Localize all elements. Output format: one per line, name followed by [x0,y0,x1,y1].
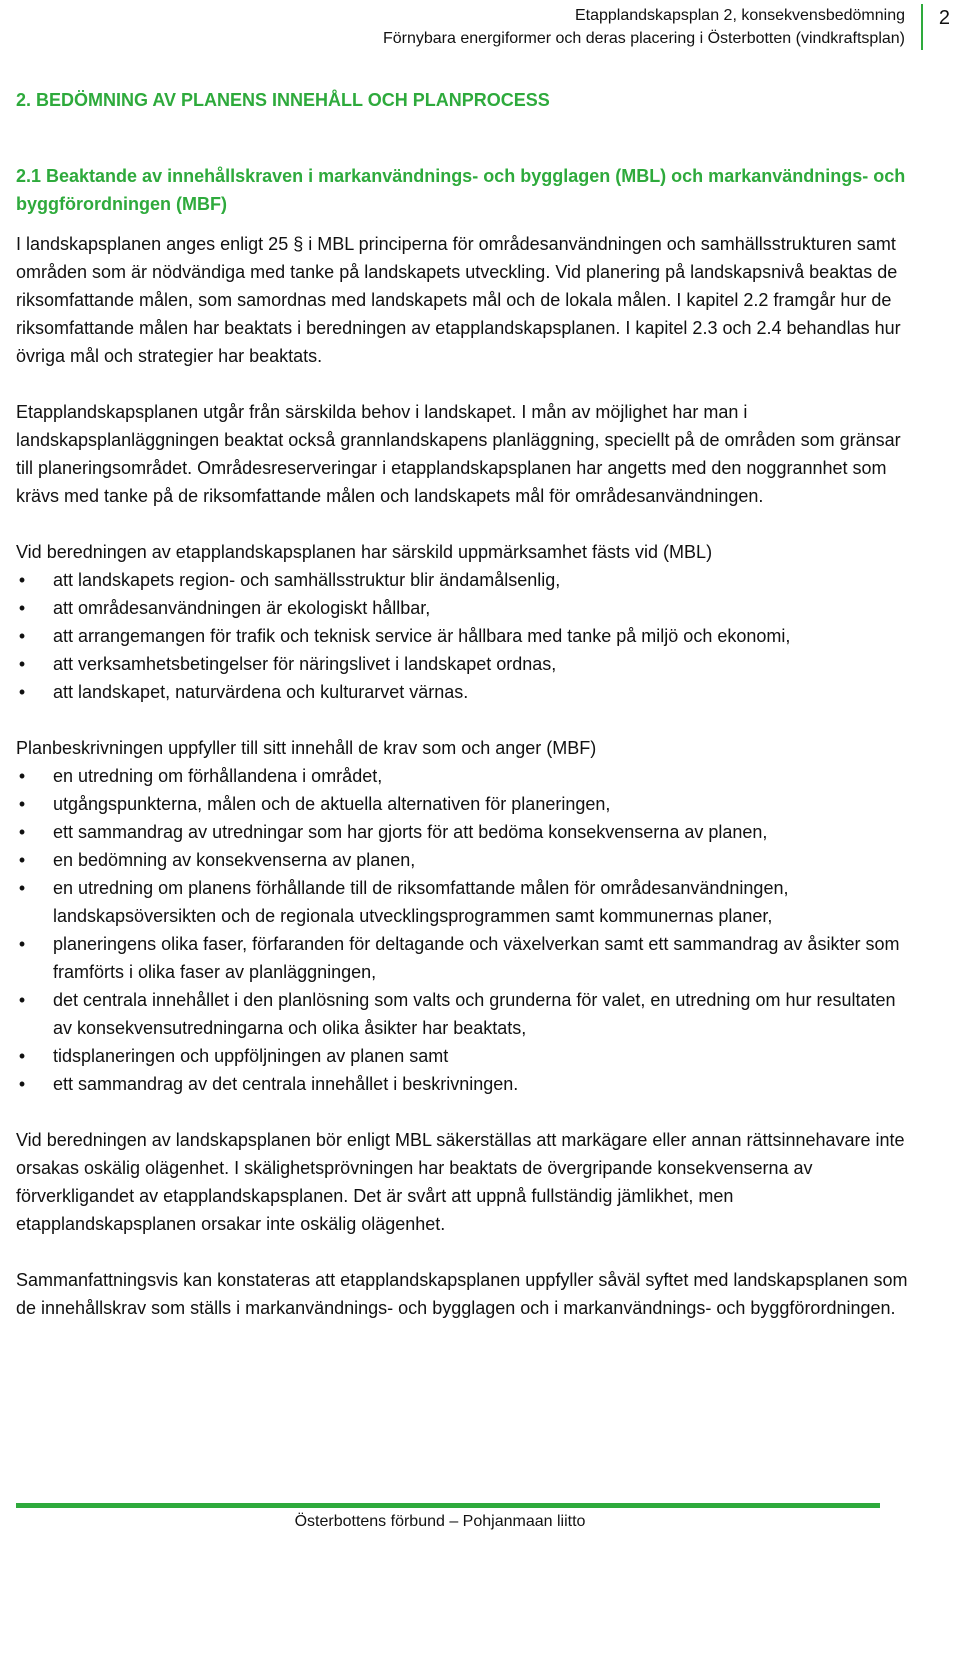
bullet-icon: • [18,934,26,954]
bullet-icon: • [18,682,26,702]
paragraph-mbl-principles: I landskapsplanen anges enligt 25 § i MBL principerna för områdesanvändningen och samhällsstrukturen samt områden som är nödvändiga med tanke på landskapets utveckling. Vid planering på landskapsnivå beaktas de riksomfattande målen, som samordnas med landskapets mål och de lokala målen. I kapitel 2.2 framgår hur de riksomfattande målen har beaktats i beredningen av etapplandskapsplanen. I kapitel 2.3 och 2.4 behandlas hur övriga mål och strategier har beaktats. [16,234,901,366]
document-body [16,86,916,1350]
paragraph-special-needs: Etapplandskapsplanen utgår från särskilda behov i landskapet. I mån av möjlighet har man i landskapsplanläggningen beaktat också grannlandskapens planläggning, speciellt på de områden som gränsar till planeringsområdet. Områdesreserveringar i etapplandskapsplanen har angetts med den noggrannhet som krävs med tanke på de riksomfattande målen och landskapets mål för områdesanvändningen. [16,402,901,506]
bullet-icon: • [18,766,26,786]
mbf-list-intro: Planbeskrivningen uppfyller till sitt innehåll de krav som och anger (MBF) [16,738,597,758]
list-item: • att landskapets region- och samhällsstruktur blir ändamålsenlig, [16,566,916,594]
list-item: • att områdesanvändningen är ekologiskt hållbar, [16,594,916,622]
section-heading: 2.1 Beaktande av innehållskraven i markanvändnings- och bygglagen (MBL) och markanvändnings- och byggförordningen (MBF) [16,166,906,214]
list-item: • att landskapet, naturvärdena och kulturarvet värnas. [16,678,916,706]
paragraph-landowners: Vid beredningen av landskapsplanen bör enligt MBL säkerställas att markägare eller annan rättsinnehavare inte orsakas oskälig olägenhet. I skälighetsprövningen har beaktats de övergripande konsekvenserna av förverkligandet av etapplandskapsplanen. Det är svårt att uppnå fullständig jämlikhet, men etapplandskapsplanen orsakar inte oskälig olägenhet. [16,1130,905,1234]
bullet-icon: • [18,598,26,618]
list-item: • ett sammandrag av utredningar som har gjorts för att bedöma konsekvenserna av planen, [16,818,916,846]
list-item: • planeringens olika faser, förfaranden för deltagande och växelverkan samt ett sammandrag av åsikter som framförts i olika faser av planläggningen, [16,930,916,986]
paragraph-summary: Sammanfattningsvis kan konstateras att etapplandskapsplanen uppfyller såväl syftet med landskapsplanen som de innehållskrav som ställs i markanvändnings- och bygglagen och i markanvändnings- och byggförordningen. [16,1270,908,1318]
mbl-list-intro: Vid beredningen av etapplandskapsplanen har särskild uppmärksamhet fästs vid (MBL) [16,542,713,562]
list-item: • ett sammandrag av det centrala innehållet i beskrivningen. [16,1070,916,1098]
list-item: • utgångspunkterna, målen och de aktuella alternativen för planeringen, [16,790,916,818]
chapter-heading: 2. BEDÖMNING AV PLANENS INNEHÅLL OCH PLANPROCESS [16,90,550,110]
bullet-icon: • [18,1046,26,1066]
list-item: • en utredning om planens förhållande till de riksomfattande målen för områdesanvändningen, landskapsöversikten och de regionala utvecklingsprogrammen samt kommunernas planer, [16,874,916,930]
footer-divider [16,1503,880,1508]
list-item: • att verksamhetsbetingelser för näringslivet i landskapet ordnas, [16,650,916,678]
bullet-icon: • [18,990,26,1010]
list-item: • det centrala innehållet i den planlösning som valts och grunderna för valet, en utredning om hur resultaten av konsekvensutredningarna och olika åsikter har beaktats, [16,986,916,1042]
list-item: • att arrangemangen för trafik och teknisk service är hållbara med tanke på miljö och ekonomi, [16,622,916,650]
bullet-icon: • [18,822,26,842]
page-footer: Österbottens förbund – Pohjanmaan liitto [294,1513,586,1530]
header-line-1: Etapplandskapsplan 2, konsekvensbedömning [574,7,905,24]
bullet-icon: • [18,570,26,590]
bullet-icon: • [18,878,26,898]
list-item: • en utredning om förhållandena i området, [16,762,916,790]
bullet-icon: • [18,850,26,870]
bullet-icon: • [18,794,26,814]
page-header [5,4,923,50]
page-number: 2 [938,7,950,29]
bullet-icon: • [18,654,26,674]
list-item: • tidsplaneringen och uppföljningen av planen samt [16,1042,916,1070]
list-item: • en bedömning av konsekvenserna av planen, [16,846,916,874]
mbl-bullet-list [16,566,916,706]
bullet-icon: • [18,1074,26,1094]
header-line-2: Förnybara energiformer och deras placering i Österbotten (vindkraftsplan) [382,30,905,47]
bullet-icon: • [18,626,26,646]
mbf-bullet-list [16,762,916,1098]
